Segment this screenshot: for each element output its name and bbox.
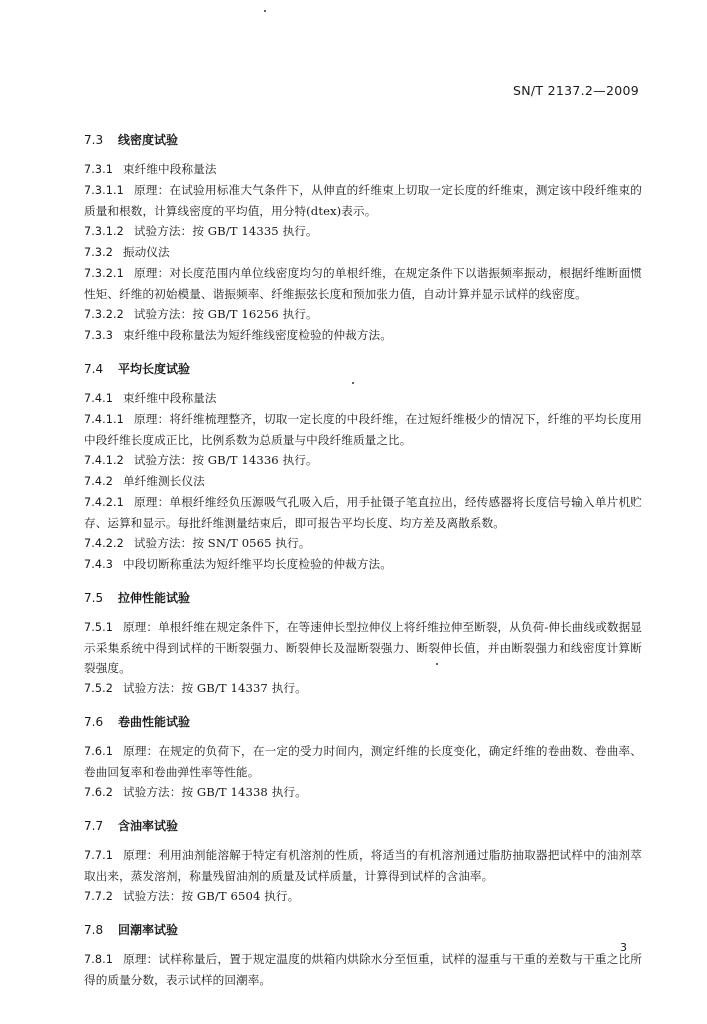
clause: 7.4.2.1 原理：单根纤维经负压源吸气孔吸入后，用手扯镊子笔直拉出，经传感器将长度信号输入单片机贮存、运算和显示。每批纤维测量结束后，即可报告平均长度、均方差及离散系数。 bbox=[84, 495, 642, 530]
clause: 7.7.2 试验方法：按 GB/T 6504 执行。 bbox=[84, 889, 300, 903]
clause: 7.3.2 振动仪法 bbox=[84, 245, 170, 259]
scan-speck bbox=[264, 10, 266, 12]
clause: 7.6.2 试验方法：按 GB/T 14338 执行。 bbox=[84, 785, 307, 799]
clause: 7.8.1 原理：试样称量后，置于规定温度的烘箱内烘除水分至恒重，试样的湿重与干重的差数与干重之比所得的质量分数，表示试样的回潮率。 bbox=[84, 952, 642, 987]
section-heading: 7.6 卷曲性能试验 bbox=[84, 715, 191, 729]
clause: 7.4.3 中段切断称重法为短纤维平均长度检验的仲裁方法。 bbox=[84, 557, 392, 571]
clause: 7.4.2 单纤维测长仪法 bbox=[84, 474, 205, 488]
page-number: 3 bbox=[620, 941, 627, 954]
standard-code: SN/T 2137.2—2009 bbox=[513, 83, 639, 98]
scan-speck bbox=[352, 382, 354, 384]
document-body bbox=[84, 131, 642, 990]
clause: 7.5.1 原理：单根纤维在规定条件下，在等速伸长型拉伸仪上将纤维拉伸至断裂，从负荷-伸长曲线或数据显示采集系统中得到试样的干断裂强力、断裂伸长及湿断裂强力、断裂伸长值，并由断裂强力和线密度计算断裂强度。 bbox=[84, 620, 642, 675]
clause: 7.4.1.1 原理：将纤维梳理整齐，切取一定长度的中段纤维，在过短纤维极少的情况下，纤维的平均长度用中段纤维长度成正比，比例系数为总质量与中段纤维质量之比。 bbox=[84, 412, 642, 447]
clause: 7.3.3 束纤维中段称量法为短纤维线密度检验的仲裁方法。 bbox=[84, 328, 392, 342]
section-heading: 7.8 回潮率试验 bbox=[84, 923, 179, 937]
clause: 7.3.2.1 原理：对长度范围内单位线密度均匀的单根纤维，在规定条件下以谐振频率振动，根据纤维断面惯性矩、纤维的初始模量、谐振频率、纤维振弦长度和预加张力值，自动计算并显示试样的线密度。 bbox=[84, 266, 642, 301]
section-heading: 7.3 线密度试验 bbox=[84, 133, 179, 147]
section-heading: 7.7 含油率试验 bbox=[84, 819, 179, 833]
clause: 7.6.1 原理：在规定的负荷下，在一定的受力时间内，测定纤维的长度变化，确定纤维的卷曲数、卷曲率、卷曲回复率和卷曲弹性率等性能。 bbox=[84, 744, 642, 779]
clause: 7.4.2.2 试验方法：按 SN/T 0565 执行。 bbox=[84, 536, 311, 550]
scan-speck bbox=[436, 663, 438, 665]
clause: 7.4.1.2 试验方法：按 GB/T 14336 执行。 bbox=[84, 453, 318, 467]
clause: 7.3.1 束纤维中段称量法 bbox=[84, 162, 217, 176]
clause: 7.4.1 束纤维中段称量法 bbox=[84, 391, 217, 405]
clause: 7.5.2 试验方法：按 GB/T 14337 执行。 bbox=[84, 681, 307, 695]
clause: 7.3.1.2 试验方法：按 GB/T 14335 执行。 bbox=[84, 224, 318, 238]
section-heading: 7.5 拉伸性能试验 bbox=[84, 591, 191, 605]
section-heading: 7.4 平均长度试验 bbox=[84, 362, 191, 376]
clause: 7.3.1.1 原理：在试验用标准大气条件下，从伸直的纤维束上切取一定长度的纤维束，测定该中段纤维束的质量和根数，计算线密度的平均值，用分特(dtex)表示。 bbox=[84, 183, 642, 218]
clause: 7.7.1 原理：利用油剂能溶解于特定有机溶剂的性质，将适当的有机溶剂通过脂肪抽取器把试样中的油剂萃取出来，蒸发溶剂，称量残留油剂的质量及试样质量，计算得到试样的含油率。 bbox=[84, 848, 642, 883]
clause: 7.3.2.2 试验方法：按 GB/T 16256 执行。 bbox=[84, 307, 318, 321]
